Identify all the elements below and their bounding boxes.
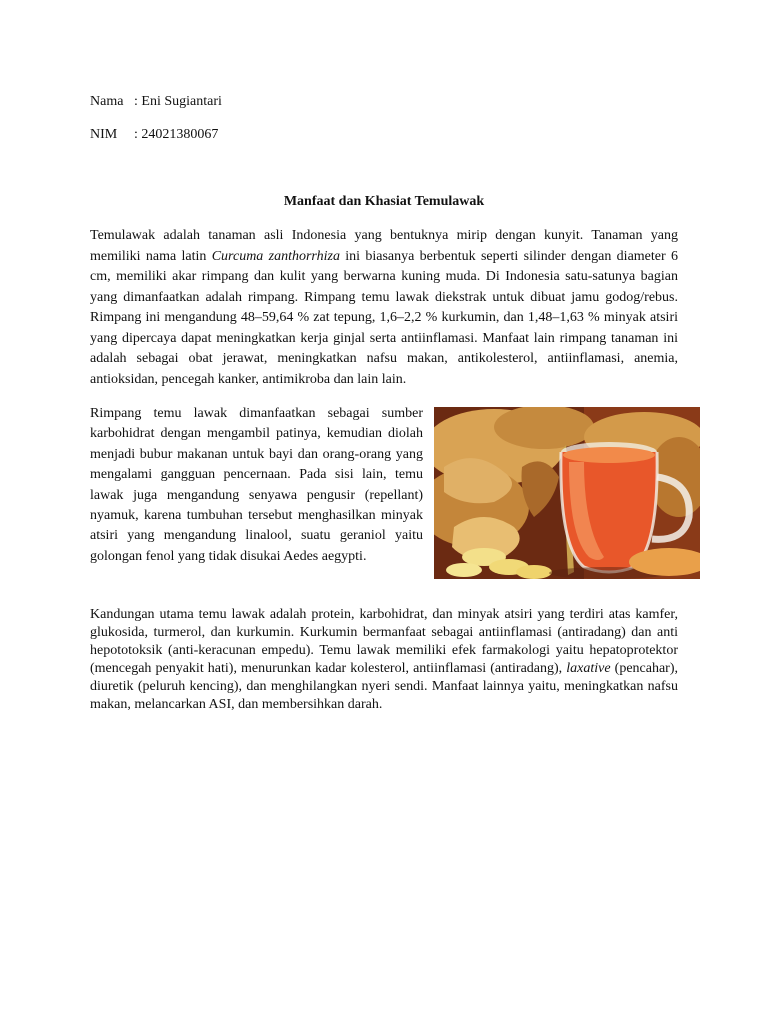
nim-label: NIM [90, 127, 118, 142]
paragraph-2: Rimpang temu lawak dimanfaatkan sebagai sumber karbohidrat dengan mengambil patinya, kemudian diolah menjadi bubur makanan untuk bayi dan orang-orang yang mengalami gangguan pencernaan. Pada sisi lain, temu lawak juga mengandung senyawa pengusir (repellant) nyamuk, karena tumbuhan tersebut menghasilkan minyak atsiri yang mengandung linalool, suatu geraniol yaitu golongan fenol yang tidak disukai Aedes aegypti. [90, 406, 423, 564]
paragraph-3 [90, 606, 678, 714]
name-value: : Eni Sugiantari [134, 94, 222, 109]
latin-name: Curcuma zanthorrhiza [211, 248, 340, 264]
laxative-term: laxative [566, 661, 611, 676]
paragraph-3-text-b: (pencahar), diuretik (peluruh kencing), dan menghilangkan nyeri sendi. Manfaat lainnya yaitu, meningkatkan nafsu makan, melancarkan ASI, dan membersihkan darah. [90, 661, 679, 712]
temulawak-photo [434, 407, 700, 579]
temulawak-drink-illustration [434, 407, 700, 579]
paragraph-1 [90, 226, 678, 390]
document-page [90, 92, 679, 712]
nim-value: : 24021380067 [134, 127, 219, 142]
name-label: Nama [90, 94, 124, 109]
paragraph-1-text-b: ini biasanya berbentuk seperti silinder dengan diameter 6 cm, memiliki akar rimpang dan kulit yang berwarna kuning muda. Di Indonesia satu-satunya bagian yang dimanfaatkan adalah rimpang. Rimpang temu lawak diekstrak untuk dibuat jamu godog/rebus. Rimpang ini mengandung 48–59,64 % zat tepung, 1,6–2,2 % kurkumin, dan 1,48–1,63 % minyak atsiri yang dipercaya dapat meningkatkan kerja ginjal serta antiinflamasi. Manfaat lain rimpang tanaman ini adalah sebagai obat jerawat, meningkatkan nafsu makan, antikolesterol, antiinflamasi, anemia, antioksidan, pencegah kanker, antimikroba dan lain lain. [90, 248, 678, 387]
name-line [90, 92, 678, 112]
nim-line [90, 125, 678, 145]
document-title: Manfaat dan Khasiat Temulawak [283, 194, 485, 209]
paragraph-3-text-a: Kandungan utama temu lawak adalah protein, karbohidrat, dan minyak atsiri yang terdiri atas kamfer, glukosida, turmerol, dan kurkumin. Kurkumin bermanfaat sebagai antiinflamasi (antiradang) dan anti hepototoksik (anti-keracunan empedu). Temu lawak memiliki efek farmakologi yaitu hepatoprotektor (mencegah penyakit hati), menurunkan kadar kolesterol, antiinflamasi (antiradang), [90, 607, 678, 676]
paragraph-1-text-a: Temulawak adalah tanaman asli Indonesia yang bentuknya mirip dengan kunyit. Tanaman yang memiliki nama latin [90, 228, 678, 264]
